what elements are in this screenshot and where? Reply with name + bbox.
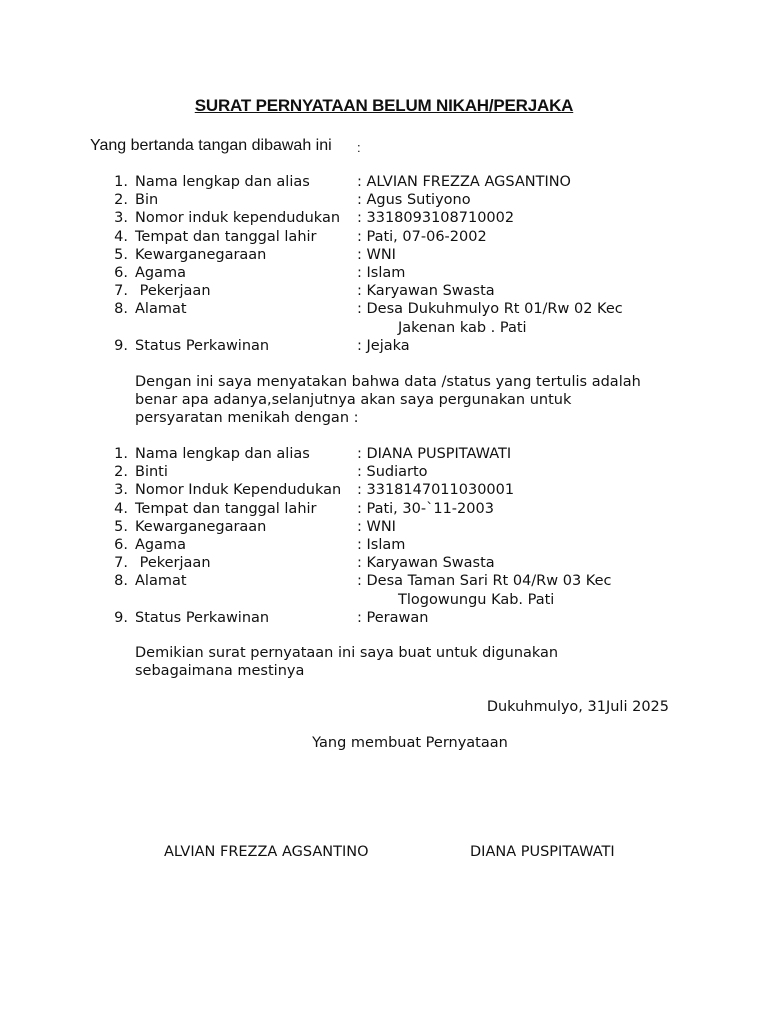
row-label: Nama lengkap dan alias <box>135 446 310 462</box>
person2-row <box>106 445 686 463</box>
person1-row <box>106 173 686 191</box>
row-number: 4. <box>114 228 128 245</box>
row-label: Agama <box>135 264 187 281</box>
row-value: : 3318093108710002 <box>357 210 515 227</box>
person1-row <box>106 337 686 355</box>
person2-row <box>106 536 686 554</box>
row-label: Nama lengkap dan alias <box>135 174 310 190</box>
row-number: 1. <box>114 446 128 462</box>
row-label: Status Perkawinan <box>135 337 270 354</box>
row-value: : Pati, 30-`11-2003 <box>357 500 494 517</box>
person2-row <box>106 572 686 590</box>
row-number: 5. <box>114 246 128 263</box>
document-title: SURAT PERNYATAAN BELUM NIKAH/PERJAKA <box>194 96 574 115</box>
row-label: Pekerjaan <box>135 283 211 300</box>
row-number: 7. <box>114 283 128 300</box>
closing-line: Demikian surat pernyataan ini saya buat untuk digunakan <box>135 645 559 661</box>
row-number: 3. <box>114 210 128 227</box>
row-value: : 3318147011030001 <box>357 482 515 499</box>
row-number: 9. <box>114 609 128 626</box>
intro-line <box>90 137 361 155</box>
person2-address-continuation <box>106 591 686 609</box>
person2-row <box>106 500 686 518</box>
row-value: : Islam <box>357 264 406 281</box>
row-label: Tempat dan tanggal lahir <box>135 500 317 517</box>
row-number: 6. <box>114 536 128 553</box>
row-value: : Jejaka <box>357 337 410 354</box>
row-number: 9. <box>114 337 128 354</box>
person1-row <box>106 191 686 209</box>
person1-row <box>106 228 686 246</box>
person2-row <box>106 609 686 627</box>
address-continuation-text: Tlogowungu Kab. Pati <box>398 591 555 608</box>
address-continuation-text: Jakenan kab . Pati <box>398 319 527 336</box>
row-value: : Agus Sutiyono <box>357 192 471 209</box>
row-label: Alamat <box>135 573 187 590</box>
row-number: 1. <box>114 174 128 190</box>
row-label: Pekerjaan <box>135 555 211 572</box>
person1-row <box>106 264 686 282</box>
row-value: : Desa Dukuhmulyo Rt 01/Rw 02 Kec <box>357 301 623 318</box>
row-value: : Karyawan Swasta <box>357 555 495 572</box>
row-number: 5. <box>114 518 128 535</box>
row-number: 8. <box>114 573 128 590</box>
row-value: : Pati, 07-06-2002 <box>357 228 487 245</box>
row-label: Alamat <box>135 301 187 318</box>
person2-row <box>106 518 686 536</box>
intro-colon: : <box>357 140 361 155</box>
row-value: : Perawan <box>357 609 429 626</box>
statement-line: benar apa adanya,selanjutnya akan saya pergunakan untuk <box>135 392 572 409</box>
row-label: Status Perkawinan <box>135 609 270 626</box>
signature-name-left: ALVIAN FREZZA AGSANTINO <box>164 844 369 860</box>
row-number: 2. <box>114 464 128 481</box>
row-label: Agama <box>135 536 187 553</box>
maker-label: Yang membuat Pernyataan <box>312 735 508 751</box>
statement-line: Dengan ini saya menyatakan bahwa data /status yang tertulis adalah <box>135 374 641 390</box>
closing-paragraph <box>135 644 695 680</box>
row-value: : Islam <box>357 536 406 553</box>
signature-name-right: DIANA PUSPITAWATI <box>470 844 615 860</box>
row-number: 4. <box>114 500 128 517</box>
person2-row <box>106 481 686 499</box>
row-number: 3. <box>114 482 128 499</box>
person2-row <box>106 463 686 481</box>
row-value: : Sudiarto <box>357 464 428 481</box>
person1-row <box>106 209 686 227</box>
row-value: : WNI <box>357 518 396 535</box>
row-label: Kewarganegaraan <box>135 518 267 535</box>
row-number: 2. <box>114 192 128 209</box>
row-number: 8. <box>114 301 128 318</box>
person1-row <box>106 246 686 264</box>
row-label: Binti <box>135 464 168 481</box>
statement-paragraph <box>135 373 695 428</box>
person1-row <box>106 300 686 318</box>
row-label: Kewarganegaraan <box>135 246 267 263</box>
row-label: Nomor Induk Kependudukan <box>135 482 342 499</box>
statement-line: persyaratan menikah dengan : <box>135 410 359 427</box>
row-label: Bin <box>135 192 159 209</box>
closing-line: sebagaimana mestinya <box>135 663 305 680</box>
row-value: : ALVIAN FREZZA AGSANTINO <box>357 174 571 190</box>
row-value: : Desa Taman Sari Rt 04/Rw 03 Kec <box>357 573 612 590</box>
person2-details <box>106 445 686 627</box>
row-label: Tempat dan tanggal lahir <box>135 228 317 245</box>
row-value: : WNI <box>357 246 396 263</box>
row-number: 6. <box>114 264 128 281</box>
person2-row <box>106 554 686 572</box>
row-number: 7. <box>114 555 128 572</box>
person1-address-continuation <box>106 319 686 337</box>
person1-row <box>106 282 686 300</box>
row-value: : Karyawan Swasta <box>357 283 495 300</box>
place-date: Dukuhmulyo, 31Juli 2025 <box>486 699 669 715</box>
row-value: : DIANA PUSPITAWATI <box>357 446 512 462</box>
intro-text: Yang bertanda tangan dibawah ini <box>90 137 332 154</box>
row-label: Nomor induk kependudukan <box>135 210 341 227</box>
person1-details <box>106 173 686 355</box>
